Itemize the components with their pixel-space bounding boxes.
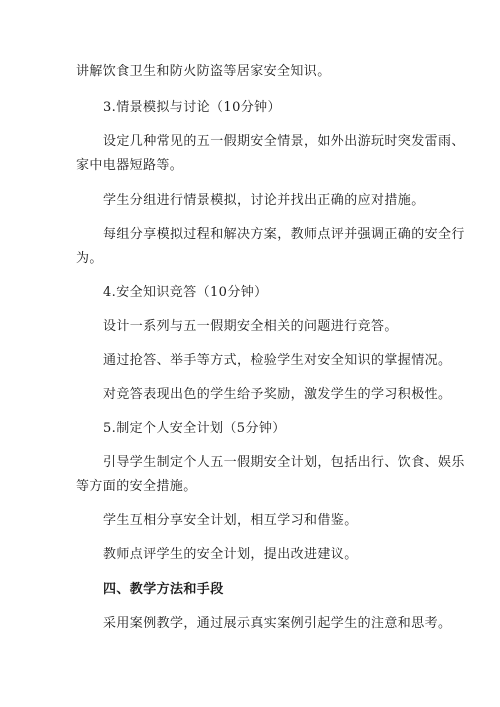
text-line-plan-guide: 引导学生制定个人五一假期安全计划，包括出行、饮食、娱乐 — [103, 455, 465, 470]
text-line-group-share-cont: 为。 — [76, 251, 103, 266]
text-line-group-simulation: 学生分组进行情景模拟，讨论并找出正确的应对措施。 — [103, 193, 425, 208]
text-line-quiz-design: 设计一系列与五一假期安全相关的问题进行竞答。 — [103, 319, 398, 334]
text-line-plan-share: 学生互相分享安全计划，相互学习和借鉴。 — [103, 513, 358, 528]
text-line-quiz-method: 通过抢答、举手等方式，检验学生对安全知识的掌握情况。 — [103, 353, 452, 368]
text-line-scenario-setup-cont: 家中电器短路等。 — [76, 158, 184, 173]
section-heading-4: 4.安全知识竞答（10分钟） — [103, 285, 268, 300]
text-line-case-teaching: 采用案例教学，通过展示真实案例引起学生的注意和思考。 — [103, 616, 452, 631]
text-line-plan-guide-cont: 等方面的安全措施。 — [76, 479, 197, 494]
section-heading-methods: 四、教学方法和手段 — [103, 582, 224, 597]
text-line-plan-review: 教师点评学生的安全计划，提出改进建议。 — [103, 547, 358, 562]
text-line-quiz-reward: 对竞答表现出色的学生给予奖励，激发学生的学习积极性。 — [103, 387, 452, 402]
text-line-scenario-setup: 设定几种常见的五一假期安全情景，如外出游玩时突发雷雨、 — [103, 134, 465, 149]
section-heading-5: 5.制定个人安全计划（5分钟） — [103, 421, 286, 436]
section-heading-3: 3.情景模拟与讨论（10分钟） — [103, 100, 281, 115]
text-line-group-share: 每组分享模拟过程和解决方案，教师点评并强调正确的安全行 — [103, 227, 465, 242]
text-line-home-safety: 讲解饮食卫生和防火防盗等居家安全知识。 — [76, 64, 331, 79]
